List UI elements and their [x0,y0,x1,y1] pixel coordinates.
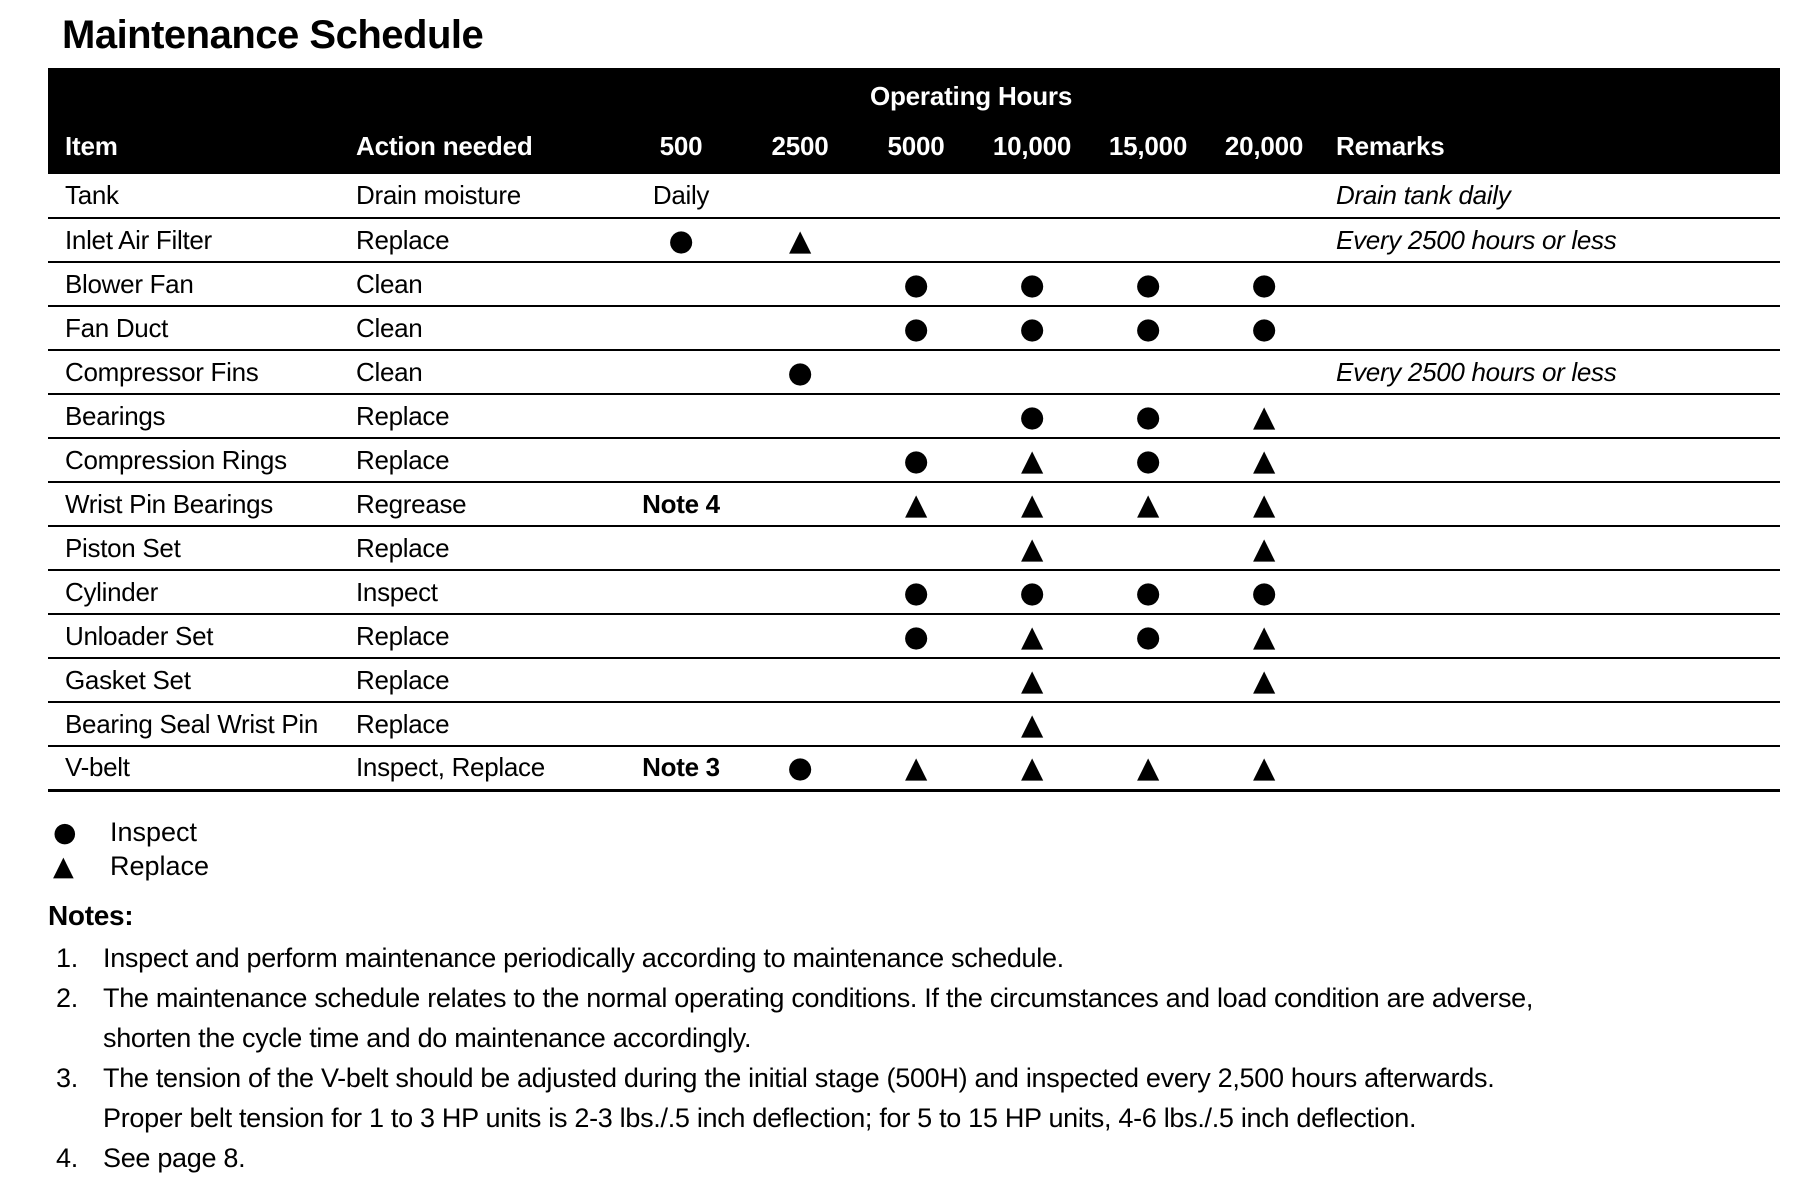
note-number: 2. [56,982,78,1013]
hours-cell-500 [620,394,742,438]
hours-cell-5000 [858,218,974,262]
hours-cell-500 [620,262,742,306]
col-header-5000: 5000 [858,116,974,174]
column-header-row [48,116,1780,174]
hours-cell-500 [620,658,742,702]
note-number: 1. [56,942,78,973]
table-row [48,306,1780,350]
maintenance-schedule-table [48,68,1780,792]
hours-cell-20000 [1206,174,1322,218]
hours-cell-5000: ● [903,310,929,345]
hours-cell-5000 [858,658,974,702]
item-cell: Gasket Set [65,664,191,695]
table-row [48,350,1780,394]
hours-cell-15000: ● [1135,398,1161,433]
hours-cell-20000 [1206,218,1322,262]
hours-cell-20000: ● [1251,574,1277,609]
note-line: The maintenance schedule relates to the normal operating conditions. If the circumstances and load condition are adverse, [103,982,1534,1013]
hours-cell-2500 [742,262,858,306]
note-text [103,1058,1790,1138]
notes-heading: Notes: [48,899,134,931]
action-cell: Replace [356,400,450,431]
group-header-spacer-left [48,68,620,116]
hours-cell-500 [620,702,742,746]
note-item-3 [48,1058,1790,1138]
hours-cell-5000 [858,174,974,218]
remarks-cell [1322,262,1780,306]
hours-cell-500 [620,438,742,482]
hours-cell-20000 [1206,702,1322,746]
action-cell: Replace [356,224,450,255]
col-header-action: Action needed [355,116,620,174]
table-row [48,570,1780,614]
action-cell: Drain moisture [356,180,521,210]
hours-cell-15000: ● [1135,266,1161,301]
item-cell: Compression Rings [65,444,287,475]
legend-label-inspect: Inspect [110,817,198,847]
table-row [48,174,1780,218]
col-header-10000: 10,000 [974,116,1090,174]
item-cell: Inlet Air Filter [65,224,212,255]
item-cell: Fan Duct [65,312,169,343]
page-title: Maintenance Schedule [62,13,484,57]
item-cell: Bearing Seal Wrist Pin [65,708,319,739]
hours-cell-15000 [1090,174,1206,218]
hours-cell-20000: ▲ [1253,442,1276,477]
hours-cell-15000 [1090,658,1206,702]
hours-cell-15000 [1090,218,1206,262]
hours-cell-15000: ▲ [1136,750,1159,785]
notes-list [48,938,1790,1178]
remarks-cell: Drain tank daily [1336,180,1511,210]
hours-cell-5000: ● [903,618,929,653]
hours-cell-500 [620,614,742,658]
item-cell: Piston Set [65,532,181,563]
item-cell: Blower Fan [65,268,194,299]
hours-cell-5000: ● [903,442,929,477]
hours-cell-5000 [858,702,974,746]
col-header-500: 500 [620,116,742,174]
note-number: 4. [56,1142,78,1173]
note-text [103,938,1790,978]
group-header-spacer-right [1322,68,1780,116]
note-line: Proper belt tension for 1 to 3 HP units is 2-3 lbs./.5 inch deflection; for 5 to 15 HP units, 4-6 lbs./.5 inch deflection. [103,1102,1417,1133]
hours-cell-2500 [742,394,858,438]
remarks-cell: Every 2500 hours or less [1336,224,1617,255]
table-row [48,658,1780,702]
hours-cell-10000: ● [1019,398,1045,433]
note-line: The tension of the V-belt should be adjusted during the initial stage (500H) and inspected every 2,500 hours afterwards. [103,1062,1495,1093]
action-cell: Replace [356,444,450,475]
note-item-2 [48,978,1790,1058]
hours-cell-20000: ▲ [1253,662,1276,697]
group-header-row [48,68,1780,116]
hours-cell-15000: ● [1135,442,1161,477]
remarks-cell [1322,746,1780,790]
item-cell: Cylinder [65,576,158,607]
hours-cell-500 [620,570,742,614]
hours-cell-5000: ▲ [904,750,927,785]
item-cell: Wrist Pin Bearings [65,488,273,519]
table-row [48,702,1780,746]
hours-cell-2500: ● [787,750,813,785]
hours-cell-20000: ● [1251,266,1277,301]
table-row [48,526,1780,570]
col-header-item: Item [48,116,355,174]
hours-cell-20000: ▲ [1253,486,1276,521]
hours-cell-15000: ▲ [1136,486,1159,521]
hours-cell-500 [620,306,742,350]
hours-cell-500: Note 4 [642,488,720,519]
hours-cell-15000: ● [1135,618,1161,653]
hours-cell-20000 [1206,350,1322,394]
replace-triangle-icon: ▲ [53,851,74,882]
hours-cell-5000 [858,526,974,570]
hours-cell-500: ● [668,222,694,257]
item-cell: V-belt [65,752,130,783]
item-cell: Tank [65,180,119,210]
hours-cell-2500 [742,702,858,746]
table-row [48,218,1780,262]
legend-item-inspect [53,816,1790,850]
action-cell: Replace [356,532,450,563]
hours-cell-10000: ● [1019,574,1045,609]
hours-cell-500: Note 3 [642,752,720,783]
hours-cell-2500 [742,174,858,218]
hours-cell-10000 [974,350,1090,394]
action-cell: Inspect, Replace [356,752,545,783]
action-cell: Replace [356,664,450,695]
hours-cell-2500 [742,482,858,526]
hours-cell-500 [620,526,742,570]
hours-cell-2500: ● [787,354,813,389]
table-row [48,614,1780,658]
remarks-cell [1322,658,1780,702]
operating-hours-header: Operating Hours [620,68,1322,116]
remarks-cell: Every 2500 hours or less [1336,356,1617,387]
col-header-2500: 2500 [742,116,858,174]
hours-cell-15000 [1090,526,1206,570]
note-text [103,978,1790,1058]
col-header-15000: 15,000 [1090,116,1206,174]
action-cell: Clean [356,312,423,343]
legend-item-replace [53,850,1790,884]
hours-cell-20000: ● [1251,310,1277,345]
hours-cell-20000: ▲ [1253,618,1276,653]
hours-cell-10000: ▲ [1020,706,1043,741]
hours-cell-500 [620,350,742,394]
legend-label-replace: Replace [110,851,210,881]
hours-cell-10000: ▲ [1020,486,1043,521]
hours-cell-15000: ● [1135,574,1161,609]
table-row [48,746,1780,790]
remarks-cell [1322,394,1780,438]
hours-cell-5000 [858,394,974,438]
note-item-4 [48,1138,1790,1178]
hours-cell-2500 [742,570,858,614]
note-line: Inspect and perform maintenance periodically according to maintenance schedule. [103,942,1064,973]
hours-cell-20000: ▲ [1253,530,1276,565]
hours-cell-2500: ▲ [788,222,811,257]
hours-cell-5000: ▲ [904,486,927,521]
action-cell: Replace [356,708,450,739]
hours-cell-10000: ▲ [1020,662,1043,697]
hours-cell-10000 [974,174,1090,218]
table-row [48,394,1780,438]
action-cell: Regrease [356,488,467,519]
hours-cell-2500 [742,658,858,702]
note-text [103,1138,1790,1178]
note-number: 3. [56,1062,78,1093]
item-cell: Unloader Set [65,620,214,651]
legend [53,816,1790,884]
table-row [48,482,1780,526]
hours-cell-2500 [742,614,858,658]
note-line: shorten the cycle time and do maintenance accordingly. [103,1022,752,1053]
item-cell: Bearings [65,400,166,431]
note-line: See page 8. [103,1142,246,1173]
hours-cell-15000: ● [1135,310,1161,345]
action-cell: Clean [356,356,423,387]
table-row [48,262,1780,306]
hours-cell-20000: ▲ [1253,750,1276,785]
action-cell: Inspect [356,576,438,607]
col-header-20000: 20,000 [1206,116,1322,174]
hours-cell-5000: ● [903,266,929,301]
remarks-cell [1322,570,1780,614]
col-header-remarks: Remarks [1322,116,1780,174]
hours-cell-10000: ● [1019,310,1045,345]
hours-cell-2500 [742,438,858,482]
hours-cell-5000: ● [903,574,929,609]
table-header [48,68,1780,174]
remarks-cell [1322,306,1780,350]
hours-cell-10000: ▲ [1020,442,1043,477]
remarks-cell [1322,702,1780,746]
hours-cell-5000 [858,350,974,394]
hours-cell-15000 [1090,350,1206,394]
item-cell: Compressor Fins [65,356,259,387]
table-row [48,438,1780,482]
action-cell: Replace [356,620,450,651]
remarks-cell [1322,526,1780,570]
hours-cell-2500 [742,306,858,350]
hours-cell-10000: ▲ [1020,618,1043,653]
hours-cell-10000: ▲ [1020,750,1043,785]
remarks-cell [1322,482,1780,526]
action-cell: Clean [356,268,423,299]
hours-cell-2500 [742,526,858,570]
hours-cell-500: Daily [652,180,710,210]
remarks-cell [1322,438,1780,482]
hours-cell-15000 [1090,702,1206,746]
remarks-cell [1322,614,1780,658]
hours-cell-20000: ▲ [1253,398,1276,433]
hours-cell-10000 [974,218,1090,262]
hours-cell-10000: ● [1019,266,1045,301]
note-item-1 [48,938,1790,978]
hours-cell-10000: ▲ [1020,530,1043,565]
table-body [48,174,1780,790]
inspect-circle-icon: ● [53,817,77,848]
